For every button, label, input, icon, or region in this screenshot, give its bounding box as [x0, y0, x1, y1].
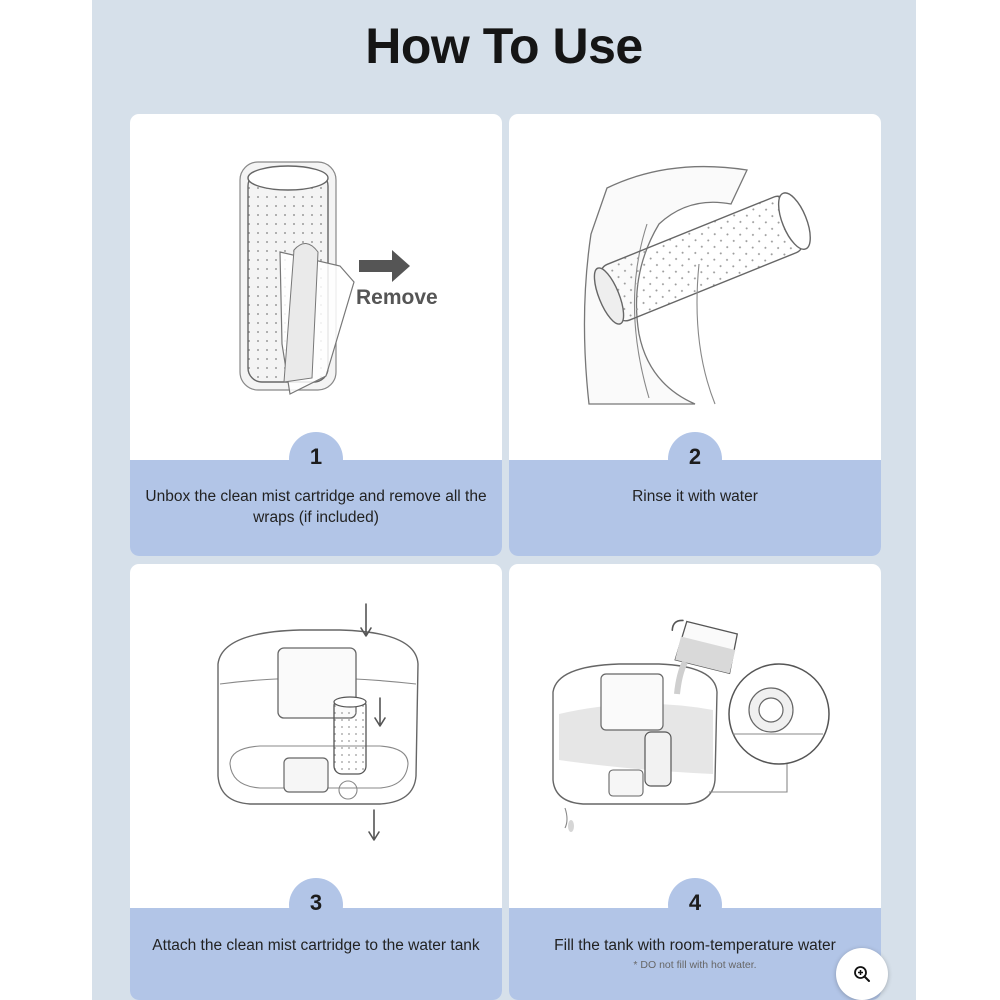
step-1-image-label: Remove: [356, 286, 438, 309]
zoom-button[interactable]: [836, 948, 888, 1000]
step-1-illustration: [130, 114, 502, 454]
step-2-illustration: [509, 114, 881, 454]
step-2-caption: Rinse it with water: [632, 488, 758, 505]
step-3-illustration: [130, 564, 502, 904]
zoom-in-icon: [853, 965, 871, 983]
step-3-caption: Attach the clean mist cartridge to the water tank: [152, 937, 480, 954]
step-card-4: [509, 564, 881, 1000]
step-card-3: [130, 564, 502, 1000]
step-1-number-badge: 1: [289, 432, 343, 486]
step-card-1: [130, 114, 502, 556]
page-title: How To Use: [365, 18, 643, 74]
step-4-illustration: [509, 564, 881, 904]
step-4-note: * DO not fill with hot water.: [633, 959, 757, 971]
step-4-number-badge: 4: [668, 878, 722, 932]
step-3-number-badge: 3: [289, 878, 343, 932]
step-card-2: [509, 114, 881, 556]
step-1-caption: Unbox the clean mist cartridge and remove all the wraps (if included): [145, 488, 487, 526]
arrow-right-icon: [359, 250, 410, 282]
step-2-number-badge: 2: [668, 432, 722, 486]
step-4-caption: Fill the tank with room-temperature water: [554, 937, 836, 954]
